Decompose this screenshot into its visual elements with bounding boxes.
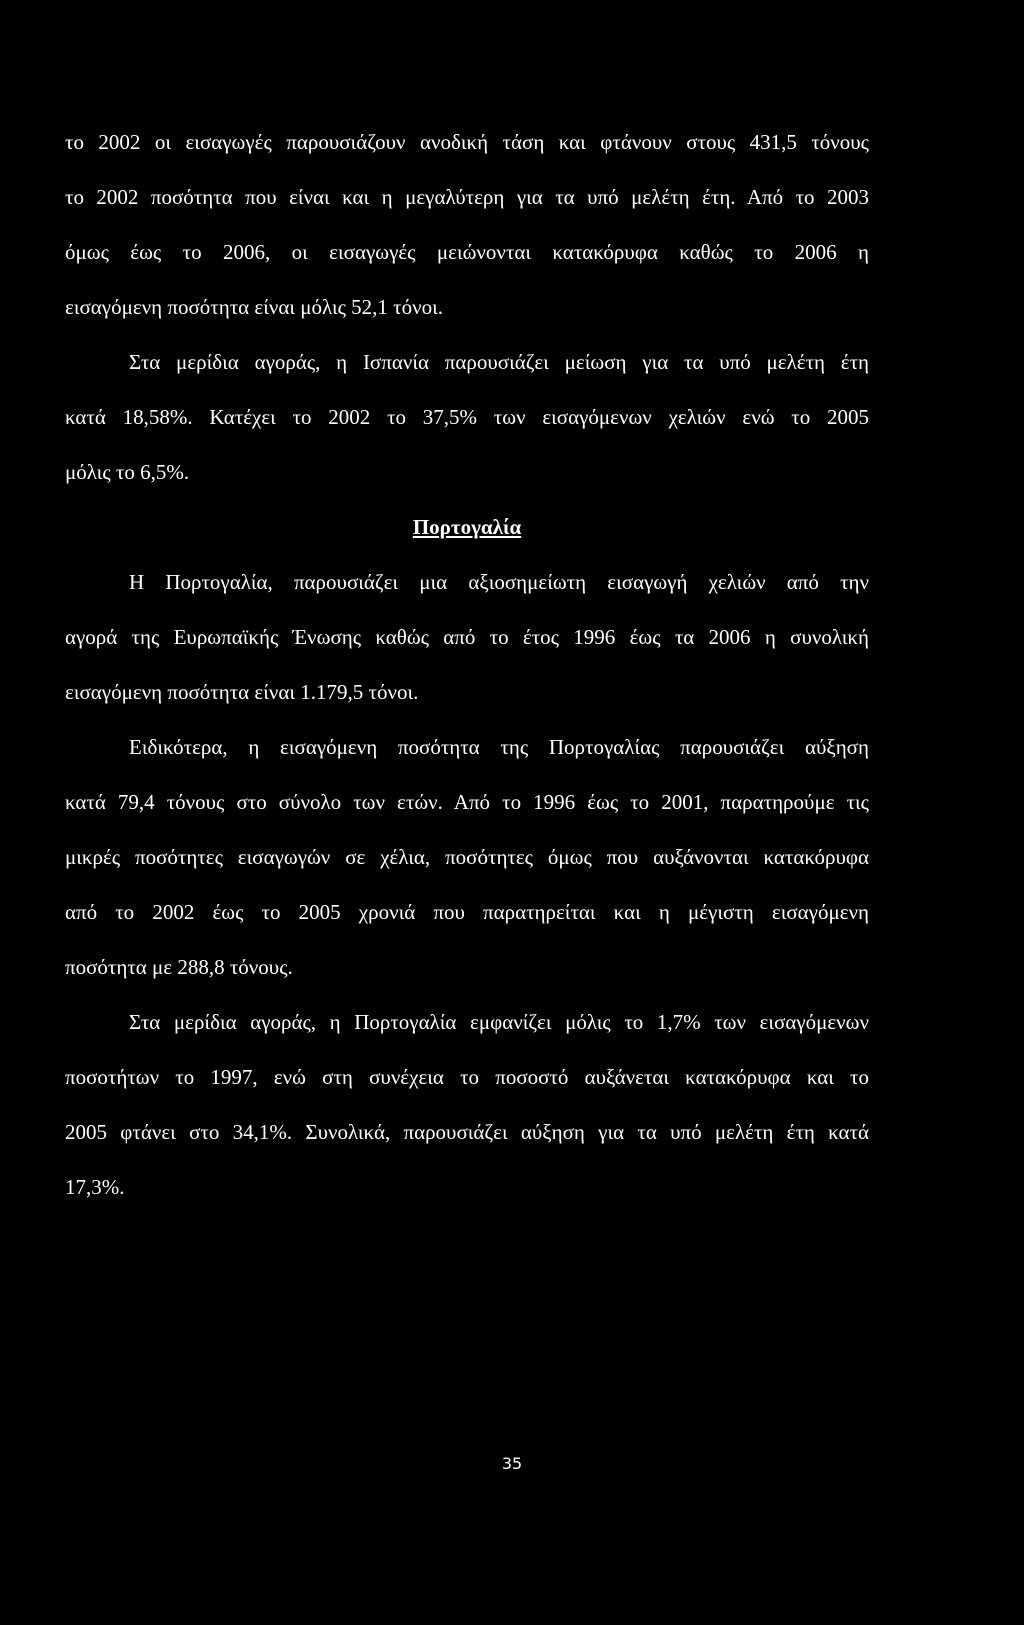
text-line: αγορά της Ευρωπαϊκής Ένωσης καθώς από το έτος 1996 έως τα 2006 η συνολική bbox=[65, 625, 869, 649]
text-line: ποσοτήτων το 1997, ενώ στη συνέχεια το ποσοστό αυξάνεται κατακόρυφα και το bbox=[65, 1065, 869, 1089]
text-line: Στα μερίδια αγοράς, η Πορτογαλία εμφανίζει μόλις το 1,7% των εισαγόμενων bbox=[129, 1010, 869, 1034]
text-line: Ειδικότερα, η εισαγόμενη ποσότητα της Πορτογαλίας παρουσιάζει αύξηση bbox=[129, 735, 869, 759]
paragraph bbox=[65, 1004, 869, 1224]
text-line: 2005 φτάνει στο 34,1%. Συνολικά, παρουσιάζει αύξηση για τα υπό μελέτη έτη κατά bbox=[65, 1120, 869, 1144]
text-line: 17,3%. bbox=[65, 1175, 125, 1199]
page-number: 35 bbox=[501, 1454, 523, 1473]
paragraph bbox=[65, 124, 869, 344]
text-line: ποσότητα με 288,8 τόνους. bbox=[65, 955, 293, 979]
document-body bbox=[65, 124, 869, 1224]
text-line: εισαγόμενη ποσότητα είναι 1.179,5 τόνοι. bbox=[65, 680, 419, 704]
text-line: το 2002 οι εισαγωγές παρουσιάζουν ανοδική τάση και φτάνουν στους 431,5 τόνους bbox=[65, 130, 869, 154]
text-line: μόλις το 6,5%. bbox=[65, 460, 190, 484]
text-line: κατά 18,58%. Κατέχει το 2002 το 37,5% των εισαγόμενων χελιών ενώ το 2005 bbox=[65, 405, 869, 429]
text-line: Η Πορτογαλία, παρουσιάζει μια αξιοσημείωτη εισαγωγή χελιών από την bbox=[129, 570, 869, 594]
paragraph bbox=[65, 564, 869, 729]
paragraph bbox=[65, 344, 869, 509]
text-line: κατά 79,4 τόνους στο σύνολο των ετών. Από το 1996 έως το 2001, παρατηρούμε τις bbox=[65, 790, 869, 814]
text-line: το 2002 ποσότητα που είναι και η μεγαλύτερη για τα υπό μελέτη έτη. Από το 2003 bbox=[65, 185, 869, 209]
text-line: Στα μερίδια αγοράς, η Ισπανία παρουσιάζει μείωση για τα υπό μελέτη έτη bbox=[129, 350, 869, 374]
text-line: εισαγόμενη ποσότητα είναι μόλις 52,1 τόνοι. bbox=[65, 295, 444, 319]
section-heading: Πορτογαλία bbox=[412, 515, 522, 539]
paragraph bbox=[65, 729, 869, 1004]
text-line: μικρές ποσότητες εισαγωγών σε χέλια, ποσότητες όμως που αυξάνονται κατακόρυφα bbox=[65, 845, 869, 869]
text-line: όμως έως το 2006, οι εισαγωγές μειώνονται κατακόρυφα καθώς το 2006 η bbox=[65, 240, 869, 264]
text-line: από το 2002 έως το 2005 χρονιά που παρατηρείται και η μέγιστη εισαγόμενη bbox=[65, 900, 869, 924]
